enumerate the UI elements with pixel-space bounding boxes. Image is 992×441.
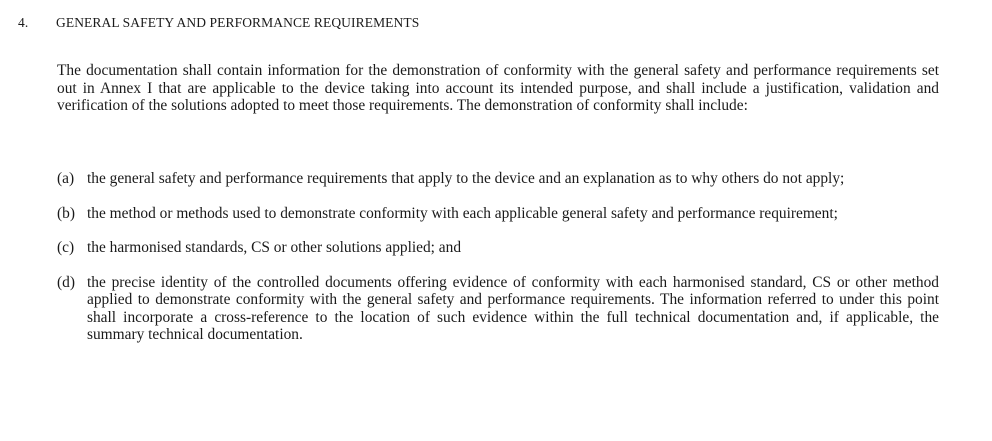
list-item-marker: (c)	[57, 239, 75, 256]
section-number: 4.	[18, 15, 29, 30]
intro-paragraph: The documentation shall contain information for the demonstration of conformity with the general safety and performance requirements set out in Annex I that are applicable to the device taking into account its intended purpose, and shall include a justification, validation and verification of the solutions adopted to meet those requirements. The demonstration of conformity shall include:	[57, 62, 939, 114]
list-item-text: the general safety and performance requirements that apply to the device and an explanation as to why others do not apply;	[87, 170, 845, 187]
requirements-list	[57, 170, 939, 344]
section-title: GENERAL SAFETY AND PERFORMANCE REQUIREMENTS	[56, 15, 420, 30]
list-item-b	[57, 205, 939, 223]
list-item-c	[57, 239, 939, 257]
list-item-text: the method or methods used to demonstrate conformity with each applicable general safety and performance requirement;	[87, 204, 838, 222]
list-item-d	[57, 274, 939, 344]
list-item-text: the harmonised standards, CS or other solutions applied; and	[87, 239, 462, 256]
section-heading	[18, 14, 419, 32]
list-item-text: the precise identity of the controlled documents offering evidence of conformity with each harmonised standard, CS or other method applied to demonstrate conformity with the general safety and performance requirements. The information referred to under this point shall incorporate a cross-reference to the location of such evidence within the full technical documentation and, if applicable, the summary technical documentation.	[87, 273, 939, 343]
list-item-marker: (d)	[57, 273, 75, 291]
list-item-a	[57, 170, 939, 188]
list-item-marker: (b)	[57, 204, 75, 222]
list-item-marker: (a)	[57, 170, 75, 187]
